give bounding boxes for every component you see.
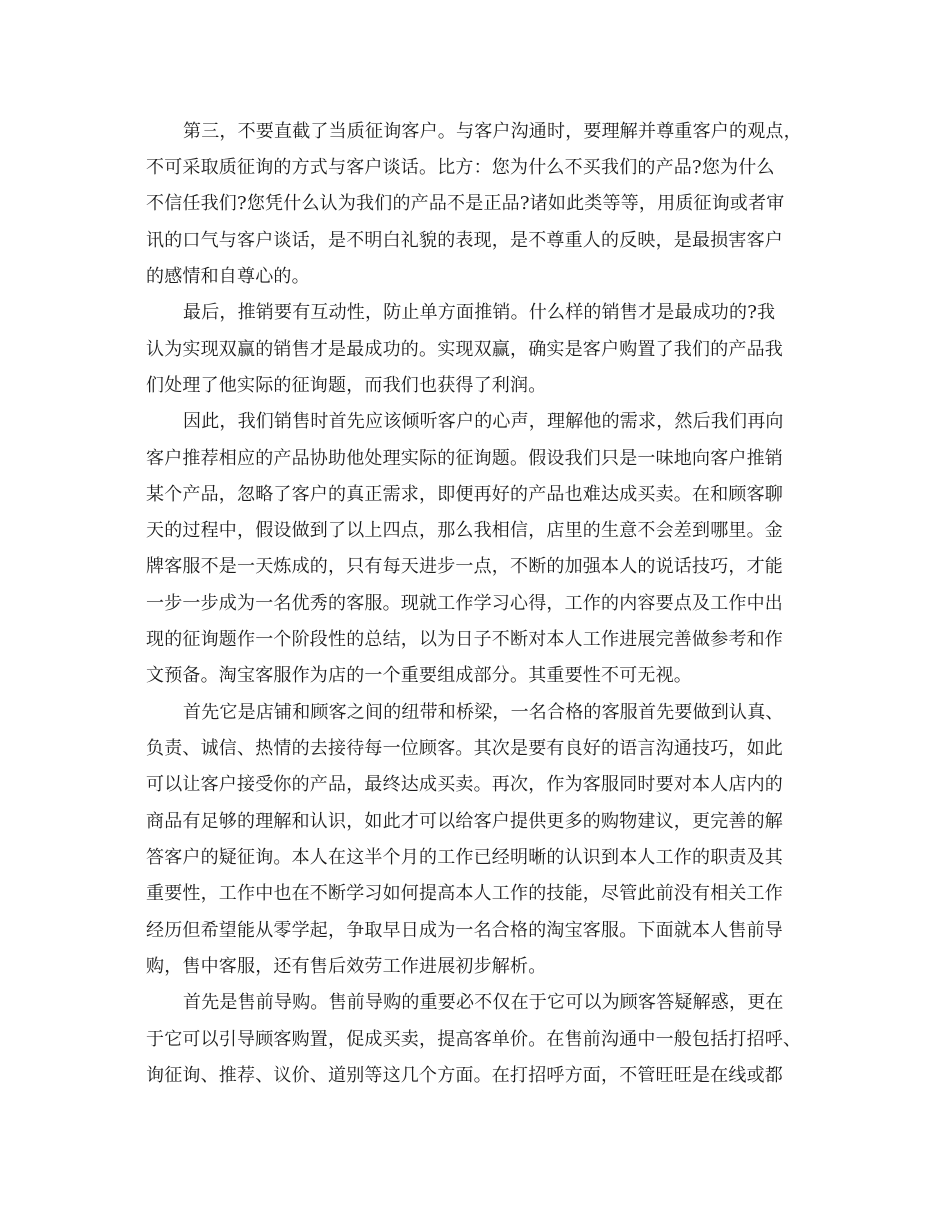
paragraph-2-line-3: 们处理了他实际的征询题，而我们也获得了利润。 <box>146 375 547 396</box>
paragraph-3-line-5: 牌客服不是一天炼成的，只有每天进步一点，不断的加强本人的说话技巧，才能 <box>146 556 783 577</box>
paragraph-4-line-2: 负责、诚信、热情的去接待每一位顾客。其次是要有良好的语言沟通技巧，如此 <box>146 738 783 759</box>
paragraph-5-line-3: 询征询、推荐、议价、道别等这几个方面。在打招呼方面，不管旺旺是在线或都 <box>146 1065 783 1086</box>
paragraph-1-line-4: 讯的口气与客户谈话，是不明白礼貌的表现，是不尊重人的反映，是最损害客户 <box>146 230 783 251</box>
paragraph-2-line-2: 认为实现双赢的销售才是最成功的。实现双赢，确实是客户购置了我们的产品我 <box>146 339 783 360</box>
paragraph-3-line-3: 某个产品，忽略了客户的真正需求，即便再好的产品也难达成买卖。在和顾客聊 <box>146 484 783 505</box>
paragraph-3-line-1: 因此，我们销售时首先应该倾听客户的心声，理解他的需求，然后我们再向 <box>183 411 784 432</box>
paragraph-2-line-1: 最后，推销要有互动性，防止单方面推销。什么样的销售才是最成功的?我 <box>183 302 776 323</box>
paragraph-3-line-7: 现的征询题作一个阶段性的总结，以为日子不断对本人工作进展完善做参考和作 <box>146 629 783 650</box>
paragraph-4-line-3: 可以让客户接受你的产品，最终达成买卖。再次，作为客服同时要对本人店内的 <box>146 774 783 795</box>
paragraph-1-line-2: 不可采取质征询的方式与客户谈话。比方：您为什么不买我们的产品?您为什么 <box>146 157 775 178</box>
paragraph-4-line-4: 商品有足够的理解和认识，如此才可以给客户提供更多的购物建议，更完善的解 <box>146 811 783 832</box>
paragraph-4-line-6: 重要性，工作中也在不断学习如何提高本人工作的技能，尽管此前没有相关工作 <box>146 883 783 904</box>
paragraph-3-line-6: 一步一步成为一名优秀的客服。现就工作学习心得，工作的内容要点及工作中出 <box>146 593 783 614</box>
paragraph-5-line-1: 首先是售前导购。售前导购的重要必不仅在于它可以为顾客答疑解惑，更在 <box>183 992 784 1013</box>
paragraph-1-line-1: 第三，不要直截了当质征询客户。与客户沟通时，要理解并尊重客户的观点， <box>183 121 802 142</box>
paragraph-4-line-1: 首先它是店铺和顾客之间的纽带和桥梁，一名合格的客服首先要做到认真、 <box>183 702 784 723</box>
paragraph-1-line-5: 的感情和自尊心的。 <box>146 266 310 287</box>
paragraph-3-line-8: 文预备。淘宝客服作为店的一个重要组成部分。其重要性不可无视。 <box>146 665 692 686</box>
paragraph-4-line-5: 答客户的疑征询。本人在这半个月的工作已经明晰的认识到本人工作的职责及其 <box>146 847 783 868</box>
paragraph-3-line-2: 客户推荐相应的产品协助他处理实际的征询题。假设我们只是一味地向客户推销 <box>146 448 783 469</box>
paragraph-1-line-3: 不信任我们?您凭什么认为我们的产品不是正品?诸如此类等等，用质征询或者审 <box>146 193 785 214</box>
paragraph-3-line-4: 天的过程中，假设做到了以上四点，那么我相信，店里的生意不会差到哪里。金 <box>146 520 783 541</box>
paragraph-5-line-2: 于它可以引导顾客购置，促成买卖，提高客单价。在售前沟通中一般包括打招呼、 <box>146 1029 802 1050</box>
paragraph-4-line-8: 购，售中客服，还有售后效劳工作进展初步解析。 <box>146 956 547 977</box>
paragraph-4-line-7: 经历但希望能从零学起，争取早日成为一名合格的淘宝客服。下面就本人售前导 <box>146 920 783 941</box>
